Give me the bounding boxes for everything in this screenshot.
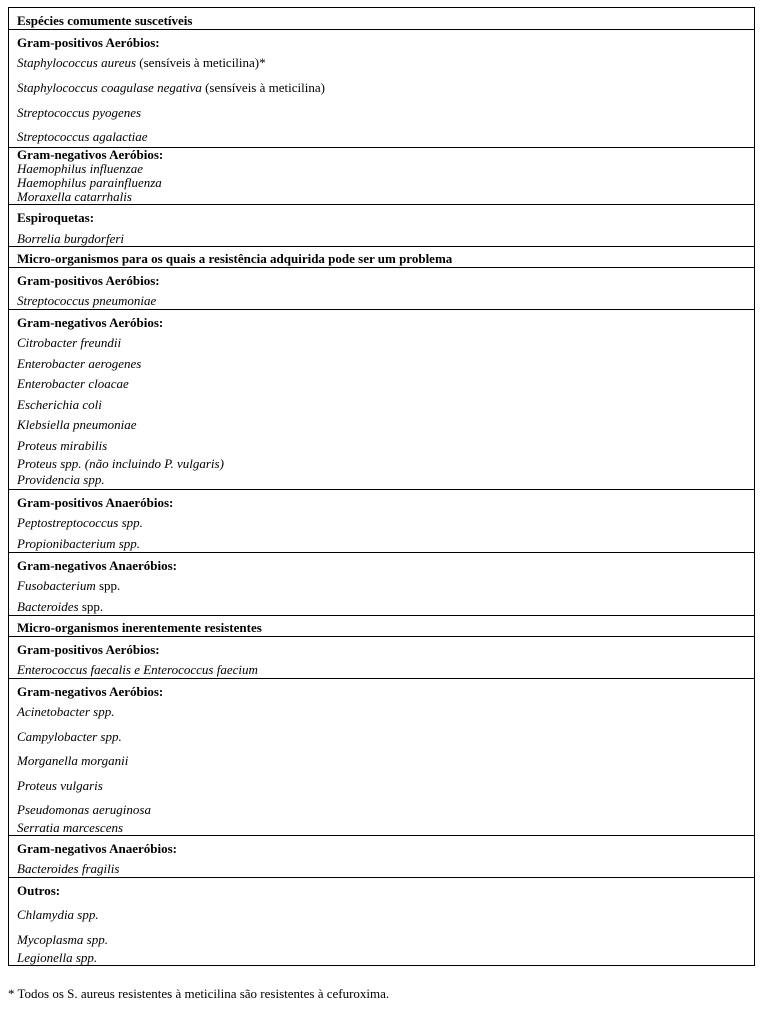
section-heading	[17, 621, 262, 635]
text-run: Klebsiella pneumoniae	[17, 417, 137, 432]
table-row	[9, 679, 754, 836]
text-run: Gram-negativos Anaeróbios:	[17, 841, 177, 856]
organism-line	[17, 730, 122, 744]
organism-line	[17, 933, 108, 947]
organism-line	[17, 418, 137, 432]
text-run: Bacteroides	[17, 599, 79, 614]
organism-line	[17, 439, 107, 453]
text-run: Outros:	[17, 883, 61, 898]
text-run: (sensíveis à meticilina)*	[136, 55, 266, 70]
organism-line	[17, 754, 128, 768]
text-run: Proteus mirabilis	[17, 438, 108, 453]
section-heading	[17, 643, 160, 657]
organism-line	[17, 176, 162, 190]
text-run: Chlamydia spp.	[17, 907, 99, 922]
text-run: Espiroquetas:	[17, 210, 95, 225]
text-run: spp.	[95, 578, 121, 593]
text-run: Gram-negativos Anaeróbios:	[17, 558, 177, 573]
text-run: Streptococcus pyogenes	[17, 105, 142, 120]
organism-line	[17, 232, 124, 246]
table-row	[9, 616, 754, 637]
text-run: Escherichia coli	[17, 397, 102, 412]
text-run: Serratia marcescens	[17, 820, 124, 835]
table-row	[9, 878, 754, 966]
text-run: Micro-organismos inerentemente resistentes	[17, 620, 262, 635]
organism-line	[17, 862, 119, 876]
section-heading	[17, 842, 177, 856]
table-row	[9, 490, 754, 553]
susceptibility-table	[8, 7, 755, 966]
text-run: Bacteroides fragilis	[17, 861, 120, 876]
text-run: Morganella morganii	[17, 753, 129, 768]
section-heading	[17, 274, 160, 288]
text-run: Borrelia burgdorferi	[17, 231, 125, 246]
text-run: Proteus spp. (não incluindo	[17, 456, 165, 471]
section-heading	[17, 211, 94, 225]
footnote: * Todos os S. aureus resistentes à meticilina são resistentes à cefuroxima.	[8, 986, 390, 1001]
text-run: Gram-positivos Aeróbios:	[17, 273, 160, 288]
text-run: Micro-organismos para os quais a resistência adquirida pode ser um problema	[17, 251, 453, 266]
text-run: Gram-positivos Aeróbios:	[17, 642, 160, 657]
table-row	[9, 310, 754, 490]
organism-line	[17, 821, 123, 835]
organism-line	[17, 705, 114, 719]
text-run: Gram-positivos Anaeróbios:	[17, 495, 174, 510]
organism-line	[17, 336, 121, 350]
text-run: Enterobacter cloacae	[17, 376, 129, 391]
text-run: Haemophilus parainfluenza	[17, 175, 162, 190]
table-row	[9, 268, 754, 310]
organism-line	[17, 473, 105, 487]
text-run: Mycoplasma spp.	[17, 932, 108, 947]
text-run: Campylobacter spp.	[17, 729, 122, 744]
organism-line	[17, 908, 99, 922]
text-run: Propionibacterium spp.	[17, 536, 141, 551]
text-run: Providencia spp.	[17, 472, 105, 487]
section-heading	[17, 148, 163, 162]
table-row	[9, 30, 754, 148]
table-row	[9, 637, 754, 679]
organism-line	[17, 56, 266, 70]
organism-line	[17, 357, 141, 371]
text-run: P. vulgaris	[164, 456, 220, 471]
text-run: Gram-negativos Aeróbios:	[17, 315, 164, 330]
organism-line	[17, 190, 132, 204]
text-run: Proteus vulgaris	[17, 778, 103, 793]
section-heading	[17, 316, 163, 330]
organism-line	[17, 294, 156, 308]
table-row	[9, 8, 754, 30]
text-run: Peptostreptococcus spp.	[17, 515, 143, 530]
section-heading	[17, 685, 163, 699]
organism-line	[17, 951, 97, 965]
organism-line	[17, 398, 102, 412]
section-heading	[17, 559, 177, 573]
text-run: Fusobacterium	[17, 578, 96, 593]
section-heading	[17, 36, 160, 50]
organism-line	[17, 663, 258, 677]
text-run: Gram-negativos Aeróbios:	[17, 147, 164, 162]
text-run: Gram-positivos Aeróbios:	[17, 35, 160, 50]
text-run: Streptococcus agalactiae	[17, 129, 148, 144]
section-heading	[17, 14, 192, 28]
table-row	[9, 247, 754, 268]
table-row	[9, 553, 754, 616]
organism-line	[17, 537, 140, 551]
text-run: Gram-negativos Aeróbios:	[17, 684, 164, 699]
organism-line	[17, 779, 103, 793]
organism-line	[17, 803, 151, 817]
organism-line	[17, 130, 148, 144]
table-row	[9, 836, 754, 878]
text-run: Staphylococcus aureus	[17, 55, 137, 70]
organism-line	[17, 579, 120, 593]
text-run: Moraxella catarrhalis	[17, 189, 132, 204]
text-run: spp.	[78, 599, 104, 614]
section-heading	[17, 496, 173, 510]
text-run: Enterococcus faecalis e Enterococcus faecium	[17, 662, 258, 677]
text-run: Legionella spp.	[17, 950, 98, 965]
organism-line	[17, 81, 325, 95]
text-run: Espécies comumente suscetíveis	[17, 13, 193, 28]
text-run: )	[219, 456, 224, 471]
table-row	[9, 148, 754, 205]
section-heading	[17, 884, 60, 898]
text-run: Acinetobacter spp.	[17, 704, 115, 719]
organism-line	[17, 457, 224, 471]
text-run: Citrobacter freundii	[17, 335, 122, 350]
organism-line	[17, 516, 143, 530]
table-row	[9, 205, 754, 247]
text-run: Pseudomonas aeruginosa	[17, 802, 151, 817]
text-run: Enterobacter aerogenes	[17, 356, 142, 371]
section-heading	[17, 252, 452, 266]
text-run: Haemophilus influenzae	[17, 161, 144, 176]
text-run: Streptococcus pneumoniae	[17, 293, 157, 308]
organism-line	[17, 106, 141, 120]
organism-line	[17, 162, 143, 176]
text-run: Staphylococcus coagulase negativa	[17, 80, 202, 95]
organism-line	[17, 600, 103, 614]
text-run: (sensíveis à meticilina)	[201, 80, 325, 95]
organism-line	[17, 377, 129, 391]
